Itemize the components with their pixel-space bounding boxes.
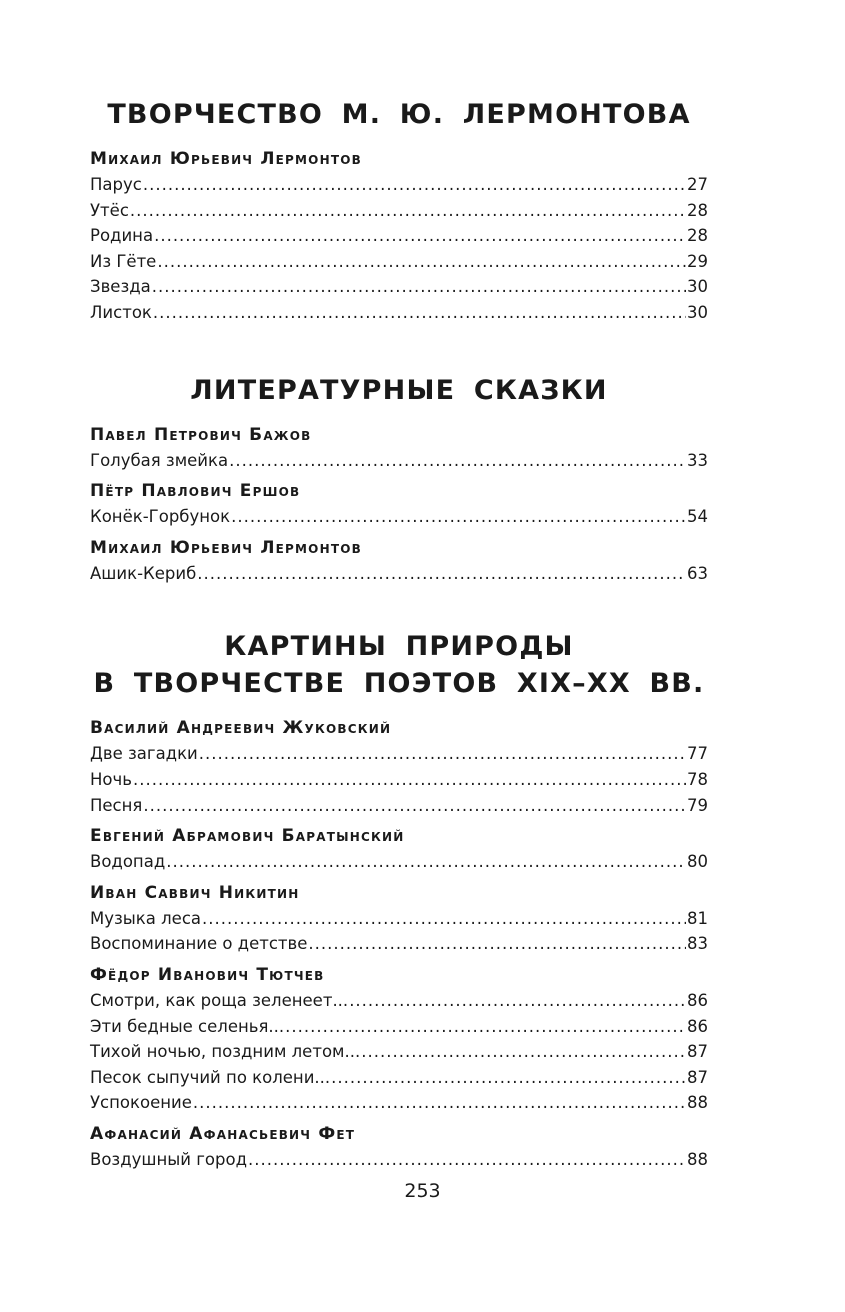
- toc-entry[interactable]: [90, 172, 708, 198]
- entry-page: 78: [687, 769, 708, 789]
- dot-leader: [285, 1014, 686, 1040]
- table-of-contents: [90, 96, 708, 1172]
- author-block: [90, 881, 708, 957]
- dot-leader: [199, 741, 686, 767]
- entry-page: 87: [687, 1067, 708, 1087]
- author-block: [90, 423, 708, 474]
- author-block: [90, 1122, 708, 1173]
- entry-page: 86: [687, 1016, 708, 1036]
- section-title-line: ЛИТЕРАТУРНЫЕ СКАЗКИ: [190, 374, 608, 406]
- entry-page: 86: [687, 990, 708, 1010]
- author-name: Пётр Павлович Ершов: [90, 481, 301, 502]
- entry-title: Две загадки: [90, 744, 198, 764]
- author-block: [90, 963, 708, 1116]
- entry-title: Водопад: [90, 852, 166, 872]
- toc-entry[interactable]: [90, 300, 708, 326]
- entry-title: Песок сыпучий по колени...: [90, 1067, 331, 1087]
- entry-title: Из Гёте: [90, 251, 157, 271]
- toc-entry[interactable]: [90, 1014, 708, 1040]
- dot-leader: [349, 988, 686, 1014]
- dot-leader: [308, 931, 686, 957]
- entry-page: 88: [687, 1093, 708, 1113]
- entry-title: Воздушный город: [90, 1149, 247, 1169]
- dot-leader: [143, 793, 686, 819]
- author-name: Михаил Юрьевич Лермонтов: [90, 149, 362, 169]
- entry-title: Воспоминание о детстве: [90, 934, 308, 954]
- dot-leader: [143, 172, 686, 198]
- dot-leader: [193, 1090, 686, 1116]
- author-block: [90, 536, 708, 587]
- dot-leader: [202, 906, 686, 932]
- author-block: [90, 479, 708, 530]
- entry-page: 30: [687, 277, 708, 297]
- toc-entry[interactable]: [90, 793, 708, 819]
- entry-title: Эти бедные селенья...: [90, 1016, 285, 1036]
- dot-leader: [229, 448, 686, 474]
- entry-title: Успокоение: [90, 1093, 192, 1113]
- toc-entry[interactable]: [90, 767, 708, 793]
- dot-leader: [248, 1147, 686, 1173]
- entry-page: 87: [687, 1042, 708, 1062]
- entry-page: 28: [687, 200, 708, 220]
- section-title-line: В ТВОРЧЕСТВЕ ПОЭТОВ XIX–XX ВВ.: [93, 668, 705, 700]
- entry-page: 30: [687, 302, 708, 322]
- toc-entry[interactable]: [90, 1147, 708, 1173]
- section-title-line: КАРТИНЫ ПРИРОДЫ: [224, 631, 574, 663]
- toc-entry[interactable]: [90, 504, 708, 530]
- dot-leader: [157, 249, 686, 275]
- author-name: Павел Петрович Бажов: [90, 424, 312, 445]
- toc-entry[interactable]: [90, 1065, 708, 1091]
- entry-title: Звезда: [90, 277, 151, 297]
- toc-entry[interactable]: [90, 931, 708, 957]
- dot-leader: [166, 849, 686, 875]
- author-name: Иван Саввич Никитин: [90, 882, 300, 903]
- entry-title: Тихой ночью, поздним летом...: [90, 1042, 361, 1062]
- entry-title: Песня: [90, 795, 143, 815]
- toc-entry[interactable]: [90, 1090, 708, 1116]
- entry-page: 80: [687, 852, 708, 872]
- dot-leader: [331, 1065, 686, 1091]
- dot-leader: [154, 223, 686, 249]
- toc-entry[interactable]: [90, 561, 708, 587]
- entry-title: Листок: [90, 302, 152, 322]
- toc-entry[interactable]: [90, 249, 708, 275]
- toc-entry[interactable]: [90, 988, 708, 1014]
- author-name: Афанасий Афанасьевич Фет: [90, 1123, 356, 1144]
- dot-leader: [133, 767, 686, 793]
- entry-page: 28: [687, 226, 708, 246]
- entry-title: Утёс: [90, 200, 129, 220]
- entry-page: 88: [687, 1149, 708, 1169]
- entry-title: Конёк-Горбунок: [90, 507, 231, 527]
- toc-entry[interactable]: [90, 198, 708, 224]
- author-name: Фёдор Иванович Тютчев: [90, 964, 325, 985]
- entry-title: Ночь: [90, 769, 132, 789]
- entry-title: Голубая змейка: [90, 450, 229, 470]
- author-block: [90, 716, 708, 818]
- entry-title: Ашик-Кериб: [90, 563, 197, 583]
- entry-page: 63: [687, 563, 708, 583]
- page-number: 253: [404, 1180, 441, 1202]
- toc-entry[interactable]: [90, 448, 708, 474]
- entry-title: Музыка леса: [90, 908, 202, 928]
- toc-entry[interactable]: [90, 849, 708, 875]
- entry-page: 77: [687, 744, 708, 764]
- toc-entry[interactable]: [90, 274, 708, 300]
- toc-section: [90, 628, 708, 1172]
- entry-page: 27: [687, 175, 708, 194]
- entry-page: 79: [687, 795, 708, 815]
- toc-entry[interactable]: [90, 741, 708, 767]
- entry-title: Родина: [90, 226, 154, 246]
- section-title: [90, 96, 708, 133]
- author-name: Михаил Юрьевич Лермонтов: [90, 537, 362, 558]
- entry-page: 54: [687, 507, 708, 527]
- entry-title: Парус: [90, 175, 142, 194]
- author-block: [90, 147, 708, 326]
- toc-entry[interactable]: [90, 223, 708, 249]
- entry-title: Смотри, как роща зеленеет...: [90, 990, 349, 1010]
- dot-leader: [361, 1039, 686, 1065]
- toc-entry[interactable]: [90, 906, 708, 932]
- author-name: Василий Андреевич Жуковский: [90, 718, 392, 739]
- entry-page: 33: [687, 450, 708, 470]
- toc-entry[interactable]: [90, 1039, 708, 1065]
- entry-page: 29: [687, 251, 708, 271]
- dot-leader: [197, 561, 686, 587]
- dot-leader: [153, 300, 686, 326]
- dot-leader: [231, 504, 686, 530]
- author-block: [90, 824, 708, 875]
- entry-page: 83: [687, 934, 708, 954]
- section-title: [90, 628, 708, 702]
- toc-section: [90, 372, 708, 587]
- dot-leader: [130, 198, 686, 224]
- author-name: Евгений Абрамович Баратынский: [90, 826, 405, 847]
- section-title: [90, 372, 708, 409]
- section-title-line: ТВОРЧЕСТВО М. Ю. ЛЕРМОНТОВА: [107, 99, 691, 130]
- entry-page: 81: [687, 908, 708, 928]
- dot-leader: [152, 274, 686, 300]
- toc-section: [90, 96, 708, 326]
